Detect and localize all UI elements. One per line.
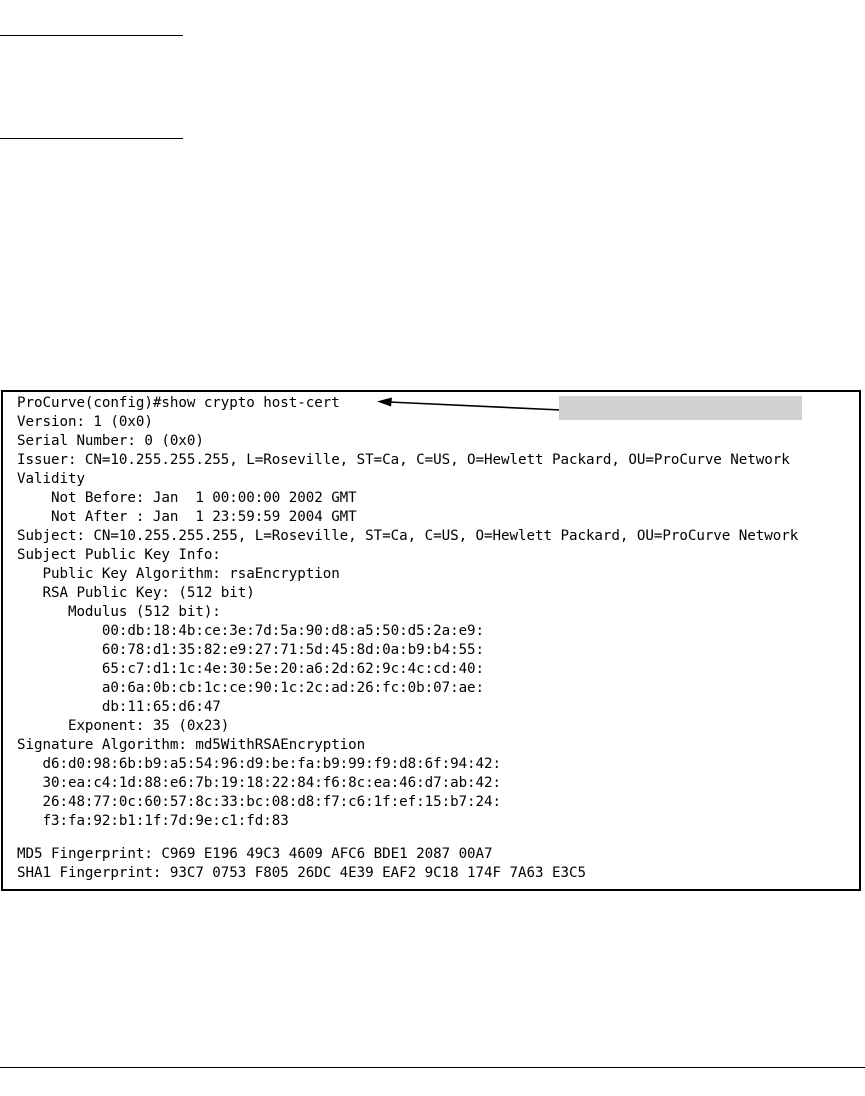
- issuer-line: Issuer: CN=10.255.255.255, L=Roseville, ST=Ca, C=US, O=Hewlett Packard, OU=ProCurve Network: [17, 452, 790, 468]
- modulus-line: Modulus (512 bit):: [17, 604, 221, 620]
- not-after-line: Not After : Jan 1 23:59:59 2004 GMT: [17, 509, 357, 525]
- subject-line: Subject: CN=10.255.255.255, L=Roseville, ST=Ca, C=US, O=Hewlett Packard, OU=ProCurve Network: [17, 528, 799, 544]
- second-rule: [0, 138, 183, 139]
- version-line: Version: 1 (0x0): [17, 414, 153, 430]
- serial-number-line: Serial Number: 0 (0x0): [17, 433, 204, 449]
- signature-hex-line: 26:48:77:0c:60:57:8c:33:bc:08:d8:f7:c6:1f:ef:15:b7:24:: [17, 794, 502, 810]
- modulus-hex-line: 60:78:d1:35:82:e9:27:71:5d:45:8d:0a:b9:b4:55:: [17, 642, 485, 658]
- signature-hex-line: 30:ea:c4:1d:88:e6:7b:19:18:22:84:f6:8c:ea:46:d7:ab:42:: [17, 775, 502, 791]
- signature-hex-line: d6:d0:98:6b:b9:a5:54:96:d9:be:fa:b9:99:f9:d8:6f:94:42:: [17, 756, 502, 772]
- signature-algorithm-line: Signature Algorithm: md5WithRSAEncryption: [17, 737, 366, 753]
- sha1-fingerprint-line: SHA1 Fingerprint: 93C7 0753 F805 26DC 4E39 EAF2 9C18 174F 7A63 E3C5: [17, 865, 586, 881]
- public-key-algorithm-line: Public Key Algorithm: rsaEncryption: [17, 566, 340, 582]
- command-line: ProCurve(config)#show crypto host-cert: [17, 395, 340, 411]
- modulus-hex-line: db:11:65:d6:47: [17, 699, 221, 715]
- top-rule: [0, 35, 183, 36]
- callout-box: [559, 396, 802, 420]
- signature-hex-line: f3:fa:92:b1:1f:7d:9e:c1:fd:83: [17, 813, 289, 829]
- bottom-rule: [0, 1067, 865, 1068]
- modulus-hex-line: a0:6a:0b:cb:1c:ce:90:1c:2c:ad:26:fc:0b:07:ae:: [17, 680, 485, 696]
- terminal-screenshot: [1, 390, 861, 891]
- arrow-left-icon: [373, 394, 563, 414]
- public-key-info-line: Subject Public Key Info:: [17, 547, 221, 563]
- modulus-hex-line: 00:db:18:4b:ce:3e:7d:5a:90:d8:a5:50:d5:2a:e9:: [17, 623, 485, 639]
- modulus-hex-line: 65:c7:d1:1c:4e:30:5e:20:a6:2d:62:9c:4c:cd:40:: [17, 661, 485, 677]
- rsa-public-key-line: RSA Public Key: (512 bit): [17, 585, 255, 601]
- validity-line: Validity: [17, 471, 85, 487]
- exponent-line: Exponent: 35 (0x23): [17, 718, 230, 734]
- not-before-line: Not Before: Jan 1 00:00:00 2002 GMT: [17, 490, 357, 506]
- md5-fingerprint-line: MD5 Fingerprint: C969 E196 49C3 4609 AFC6 BDE1 2087 00A7: [17, 846, 493, 862]
